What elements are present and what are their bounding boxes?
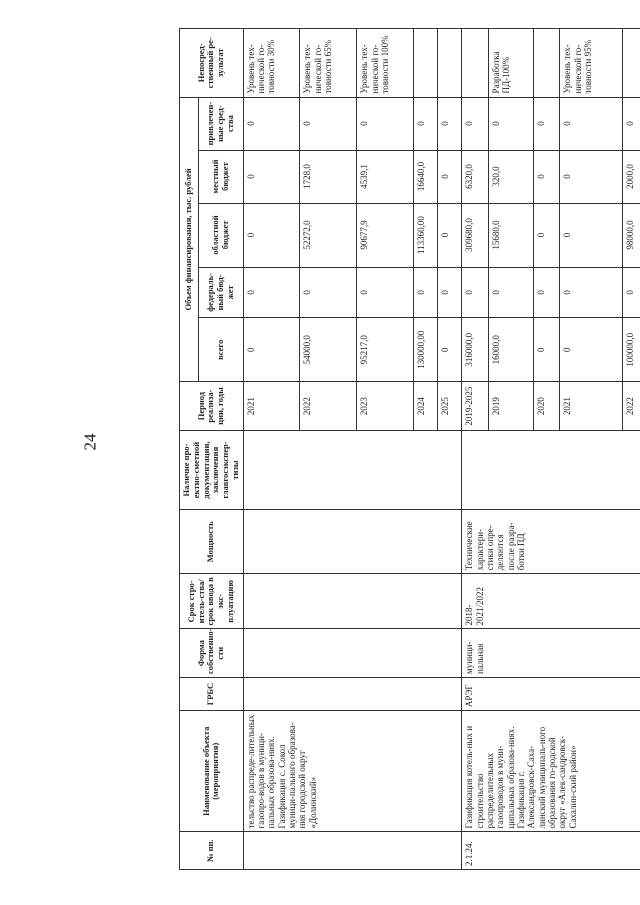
local-cell: 0 bbox=[438, 150, 462, 203]
capacity-cell bbox=[243, 510, 462, 574]
attracted-cell: 0 bbox=[533, 97, 560, 150]
result-cell bbox=[533, 29, 560, 98]
result-cell: Уровень тех-нической го-товности 65% bbox=[300, 29, 357, 98]
total-cell: 100000,0 bbox=[622, 318, 640, 382]
regional-cell: 90677,9 bbox=[357, 203, 414, 267]
row-num: 2.1.24. bbox=[462, 832, 640, 870]
total-cell: 0 bbox=[560, 318, 623, 382]
local-cell: 6320,0 bbox=[462, 150, 489, 203]
regional-cell: 113360,00 bbox=[413, 203, 437, 267]
total-cell: 0 bbox=[243, 318, 300, 382]
year-cell: 2019 bbox=[488, 382, 533, 431]
year-cell: 2022 bbox=[300, 382, 357, 431]
attracted-cell: 0 bbox=[438, 97, 462, 150]
local-cell: 1728,0 bbox=[300, 150, 357, 203]
attracted-cell: 0 bbox=[462, 97, 489, 150]
result-cell bbox=[462, 29, 489, 98]
investment-table bbox=[179, 28, 640, 870]
rotated-table-wrapper bbox=[179, 28, 635, 870]
result-cell bbox=[438, 29, 462, 98]
federal-cell: 0 bbox=[300, 267, 357, 318]
attracted-cell: 0 bbox=[560, 97, 623, 150]
docs-cell bbox=[243, 430, 462, 509]
term-cell: 2018-2021/2022 bbox=[462, 574, 640, 629]
header-num: № пп. bbox=[180, 832, 244, 870]
total-cell: 95217,0 bbox=[357, 318, 414, 382]
table-row bbox=[462, 29, 489, 870]
header-local: местный бюджет bbox=[199, 150, 243, 203]
row-num bbox=[243, 832, 462, 870]
attracted-cell: 0 bbox=[243, 97, 300, 150]
header-result: Непосред-ственный ре-зультат bbox=[180, 29, 244, 98]
term-cell bbox=[243, 574, 462, 629]
year-cell: 2020 bbox=[533, 382, 560, 431]
local-cell: 0 bbox=[560, 150, 623, 203]
regional-cell: 0 bbox=[560, 203, 623, 267]
grbs-cell: АРЭГ bbox=[462, 678, 640, 711]
local-cell: 16640,0 bbox=[413, 150, 437, 203]
regional-cell: 0 bbox=[243, 203, 300, 267]
federal-cell: 0 bbox=[622, 267, 640, 318]
regional-cell: 98000,0 bbox=[622, 203, 640, 267]
header-attracted: привлечен-ные сред-ства bbox=[199, 97, 243, 150]
attracted-cell: 0 bbox=[357, 97, 414, 150]
object-name: Газификация котель-ных и строительство распределительных газопроводов в муни-ципальных образова-ниях. Газификация г. Александровск-Саха-линский муниципаль-ного образования го-родской округ «Алек-сандровск-Сахалин-ский район» bbox=[462, 711, 640, 832]
total-cell: 0 bbox=[533, 318, 560, 382]
result-cell: Уровень тех-нической го-товности 30% bbox=[243, 29, 300, 98]
result-cell: Разработка ПД-100% bbox=[488, 29, 533, 98]
year-cell: 2021 bbox=[243, 382, 300, 431]
grbs-cell bbox=[243, 678, 462, 711]
local-cell: 0 bbox=[533, 150, 560, 203]
total-cell: 54000,0 bbox=[300, 318, 357, 382]
header-docs: Наличие про-ектно-сметной документации, заключения главгосэкспер-тизы bbox=[180, 430, 244, 509]
header-period: Период реализа-ции, годы bbox=[180, 382, 244, 431]
federal-cell: 0 bbox=[533, 267, 560, 318]
result-cell bbox=[622, 29, 640, 98]
year-cell: 2022 bbox=[622, 382, 640, 431]
local-cell: 4539,1 bbox=[357, 150, 414, 203]
federal-cell: 0 bbox=[243, 267, 300, 318]
docs-cell bbox=[462, 430, 640, 509]
header-grbs: ГРБС bbox=[180, 678, 244, 711]
header-funding-group: Объем финансирования, тыс. рублей bbox=[180, 97, 199, 382]
table-row bbox=[243, 29, 300, 870]
attracted-cell: 0 bbox=[622, 97, 640, 150]
local-cell: 0 bbox=[243, 150, 300, 203]
federal-cell: 0 bbox=[413, 267, 437, 318]
federal-cell: 0 bbox=[488, 267, 533, 318]
header-name: Наименование объекта (мероприятия) bbox=[180, 711, 244, 832]
header-capacity: Мощность bbox=[180, 510, 244, 574]
regional-cell: 52272,0 bbox=[300, 203, 357, 267]
result-cell bbox=[413, 29, 437, 98]
federal-cell: 0 bbox=[462, 267, 489, 318]
local-cell: 2000,0 bbox=[622, 150, 640, 203]
total-cell: 316000,0 bbox=[462, 318, 489, 382]
regional-cell: 309680,0 bbox=[462, 203, 489, 267]
attracted-cell: 0 bbox=[488, 97, 533, 150]
attracted-cell: 0 bbox=[413, 97, 437, 150]
total-cell: 16000,0 bbox=[488, 318, 533, 382]
total-cell: 0 bbox=[438, 318, 462, 382]
year-cell: 2024 bbox=[413, 382, 437, 431]
federal-cell: 0 bbox=[357, 267, 414, 318]
year-cell: 2025 bbox=[438, 382, 462, 431]
federal-cell: 0 bbox=[560, 267, 623, 318]
year-cell: 2023 bbox=[357, 382, 414, 431]
attracted-cell: 0 bbox=[300, 97, 357, 150]
result-cell: Уровень тех-нической го-товности 95% bbox=[560, 29, 623, 98]
header-federal: федераль-ный бюд-жет bbox=[199, 267, 243, 318]
year-cell: 2021 bbox=[560, 382, 623, 431]
regional-cell: 15680,0 bbox=[488, 203, 533, 267]
total-cell: 130000,00 bbox=[413, 318, 437, 382]
federal-cell: 0 bbox=[438, 267, 462, 318]
header-total: всего bbox=[199, 318, 243, 382]
capacity-cell: Технические характери-стики опре-деляются после разра-ботки ПД bbox=[462, 510, 640, 574]
ownership-cell: муници-пальная bbox=[462, 629, 640, 678]
ownership-cell bbox=[243, 629, 462, 678]
result-cell: Уровень тех-нической го-товности 100% bbox=[357, 29, 414, 98]
page-number: 24 bbox=[80, 433, 100, 451]
object-name: тельство распреде-лительных газопро-водов в муници-пальных образова-ниях. Газификация с. Сокол муници-пального образова-ния городской округ «Долинский» bbox=[243, 711, 462, 832]
header-ownership: Форма собственно-сти bbox=[180, 629, 244, 678]
regional-cell: 0 bbox=[438, 203, 462, 267]
header-regional: областной бюджет bbox=[199, 203, 243, 267]
header-term: Срок стро-итель-ства/срок ввода в экс-плуатацию bbox=[180, 574, 244, 629]
regional-cell: 0 bbox=[533, 203, 560, 267]
local-cell: 320,0 bbox=[488, 150, 533, 203]
year-cell: 2019-2025 bbox=[462, 382, 489, 431]
